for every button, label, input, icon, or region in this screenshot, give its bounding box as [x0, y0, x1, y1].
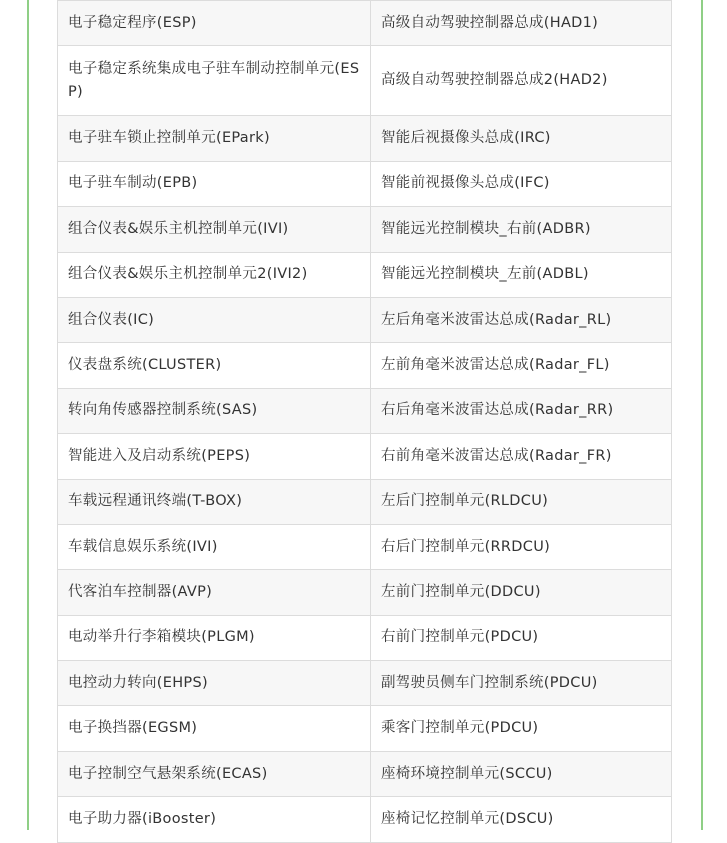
table-row: [58, 46, 672, 116]
module-cell-right: 座椅环境控制单元(SCCU): [371, 751, 672, 796]
module-cell-left: 组合仪表(IC): [58, 297, 371, 342]
module-cell-right: 智能远光控制模块_左前(ADBL): [371, 252, 672, 297]
module-cell-left: 车载信息娱乐系统(IVI): [58, 524, 371, 569]
table-row: [58, 434, 672, 479]
module-cell-left: 电控动力转向(EHPS): [58, 661, 371, 706]
module-cell-right: 左后门控制单元(RLDCU): [371, 479, 672, 524]
module-cell-right: 高级自动驾驶控制器总成2(HAD2): [371, 46, 672, 116]
table-row: [58, 252, 672, 297]
table-row: [58, 207, 672, 252]
module-cell-left: 转向角传感器控制系统(SAS): [58, 388, 371, 433]
module-cell-left: 电子稳定系统集成电子驻车制动控制单元(ESP): [58, 46, 371, 116]
module-cell-left: 电子稳定程序(ESP): [58, 1, 371, 46]
module-cell-left: 电子助力器(iBooster): [58, 797, 371, 842]
module-cell-left: 电子控制空气悬架系统(ECAS): [58, 751, 371, 796]
module-cell-right: 智能后视摄像头总成(IRC): [371, 116, 672, 161]
module-cell-right: 高级自动驾驶控制器总成(HAD1): [371, 1, 672, 46]
module-cell-right: 座椅记忆控制单元(DSCU): [371, 797, 672, 842]
table-row: [58, 297, 672, 342]
module-cell-right: 智能前视摄像头总成(IFC): [371, 161, 672, 206]
module-cell-left: 电子驻车锁止控制单元(EPark): [58, 116, 371, 161]
module-table: [57, 0, 672, 843]
table-row: [58, 751, 672, 796]
module-cell-right: 左前门控制单元(DDCU): [371, 570, 672, 615]
table-row: [58, 524, 672, 569]
module-cell-left: 智能进入及启动系统(PEPS): [58, 434, 371, 479]
module-cell-left: 电子驻车制动(EPB): [58, 161, 371, 206]
table-row: [58, 570, 672, 615]
table-row: [58, 615, 672, 660]
module-cell-right: 左后角毫米波雷达总成(Radar_RL): [371, 297, 672, 342]
module-cell-right: 右后角毫米波雷达总成(Radar_RR): [371, 388, 672, 433]
table-row: [58, 797, 672, 842]
table-row: [58, 116, 672, 161]
module-cell-left: 电子换挡器(EGSM): [58, 706, 371, 751]
module-cell-right: 乘客门控制单元(PDCU): [371, 706, 672, 751]
module-cell-left: 电动举升行李箱模块(PLGM): [58, 615, 371, 660]
table-row: [58, 661, 672, 706]
module-cell-right: 智能远光控制模块_右前(ADBR): [371, 207, 672, 252]
module-cell-right: 右后门控制单元(RRDCU): [371, 524, 672, 569]
module-cell-left: 组合仪表&娱乐主机控制单元2(IVI2): [58, 252, 371, 297]
module-cell-left: 车载远程通讯终端(T-BOX): [58, 479, 371, 524]
module-cell-right: 副驾驶员侧车门控制系统(PDCU): [371, 661, 672, 706]
table-row: [58, 343, 672, 388]
module-cell-right: 左前角毫米波雷达总成(Radar_FL): [371, 343, 672, 388]
module-cell-left: 仪表盘系统(CLUSTER): [58, 343, 371, 388]
table-row: [58, 706, 672, 751]
module-cell-right: 右前门控制单元(PDCU): [371, 615, 672, 660]
module-cell-left: 代客泊车控制器(AVP): [58, 570, 371, 615]
module-cell-left: 组合仪表&娱乐主机控制单元(IVI): [58, 207, 371, 252]
table-row: [58, 161, 672, 206]
table-row: [58, 388, 672, 433]
module-cell-right: 右前角毫米波雷达总成(Radar_FR): [371, 434, 672, 479]
table-row: [58, 1, 672, 46]
table-row: [58, 479, 672, 524]
